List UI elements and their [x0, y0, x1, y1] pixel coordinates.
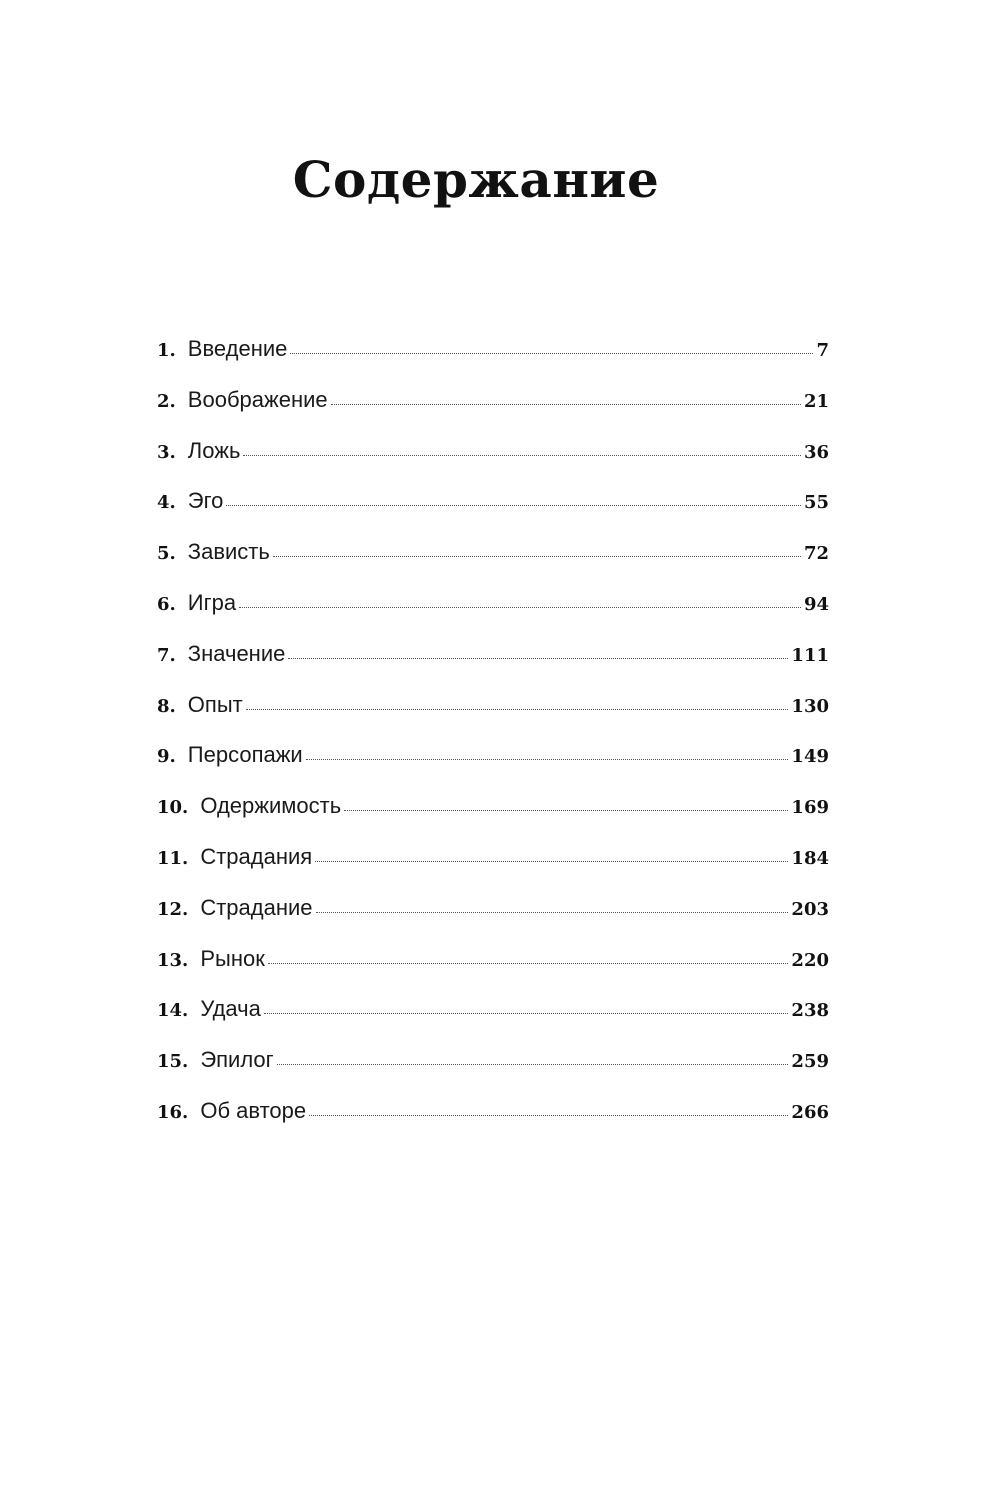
- entry-page-number: 94: [803, 593, 829, 615]
- dot-leader: [306, 758, 789, 760]
- toc-entry-15: [157, 1047, 829, 1098]
- entry-number: 5.: [157, 543, 176, 565]
- dot-leader: [268, 962, 789, 964]
- toc-entry-9: [157, 742, 829, 793]
- entry-page-number: 21: [803, 390, 829, 412]
- entry-number: 12.: [157, 898, 189, 920]
- entry-page-number: 55: [803, 492, 829, 514]
- entry-page-number: 238: [791, 1000, 829, 1022]
- toc-entry-14: [157, 996, 829, 1047]
- entry-number: 13.: [157, 949, 189, 971]
- toc-entry-4: [157, 488, 829, 539]
- toc-entry-12: [157, 895, 829, 946]
- entry-number: 15.: [157, 1051, 189, 1073]
- dot-leader: [331, 403, 801, 405]
- dot-leader: [309, 1114, 788, 1116]
- entry-number: 16.: [157, 1101, 189, 1123]
- entry-number: 3.: [157, 441, 176, 463]
- toc-entry-1: [157, 336, 829, 387]
- entry-title: Введение: [187, 336, 288, 361]
- entry-title: Игра: [187, 589, 237, 615]
- entry-page-number: 169: [791, 797, 829, 819]
- entry-title: Воображение: [187, 386, 328, 412]
- entry-title: Ложь: [187, 437, 241, 463]
- entry-number: 10.: [157, 797, 189, 819]
- entry-title: Значение: [187, 640, 286, 666]
- toc-entry-5: [157, 539, 829, 590]
- entry-title: Об авторе: [200, 1097, 307, 1123]
- entry-title: Удача: [200, 996, 261, 1022]
- entry-page-number: 259: [791, 1051, 829, 1073]
- entry-page-number: 203: [791, 898, 829, 920]
- entry-title: Эго: [187, 488, 224, 514]
- toc-entry-10: [157, 793, 829, 844]
- dot-leader: [315, 860, 788, 862]
- entry-number: 11.: [157, 847, 189, 869]
- entry-page-number: 220: [791, 949, 829, 971]
- entry-number: 9.: [157, 746, 176, 768]
- entry-page-number: 72: [803, 543, 829, 565]
- entry-title: Страдания: [200, 843, 313, 869]
- dot-leader: [246, 708, 789, 710]
- toc-entry-13: [157, 946, 829, 997]
- dot-leader: [243, 454, 801, 456]
- dot-leader: [239, 606, 801, 608]
- entry-title: Персопажи: [187, 742, 303, 768]
- page-title: Содержание: [292, 150, 660, 209]
- dot-leader: [316, 911, 789, 913]
- entry-title: Опыт: [187, 691, 243, 717]
- dot-leader: [277, 1063, 789, 1065]
- entry-number: 7.: [157, 644, 176, 666]
- entry-number: 1.: [157, 340, 176, 361]
- entry-number: 2.: [157, 390, 176, 412]
- entry-number: 4.: [157, 492, 176, 514]
- table-of-contents: [157, 336, 829, 1149]
- entry-page-number: 130: [791, 695, 829, 717]
- entry-number: 8.: [157, 695, 176, 717]
- entry-page-number: 149: [791, 746, 829, 768]
- toc-entry-6: [157, 590, 829, 641]
- entry-page-number: 7: [816, 340, 829, 361]
- entry-title: Эпилог: [200, 1047, 274, 1073]
- toc-entry-8: [157, 692, 829, 743]
- toc-entry-11: [157, 844, 829, 895]
- toc-entry-16: [157, 1098, 829, 1149]
- entry-title: Одержимость: [200, 793, 342, 819]
- dot-leader: [344, 809, 788, 811]
- entry-number: 6.: [157, 593, 176, 615]
- entry-page-number: 266: [791, 1101, 829, 1123]
- dot-leader: [273, 555, 801, 557]
- entry-page-number: 184: [791, 847, 829, 869]
- dot-leader: [226, 504, 801, 506]
- dot-leader: [264, 1012, 789, 1014]
- dot-leader: [290, 352, 813, 354]
- entry-title: Зависть: [187, 539, 270, 565]
- toc-entry-7: [157, 641, 829, 692]
- entry-number: 14.: [157, 1000, 189, 1022]
- entry-title: Страдание: [200, 894, 313, 920]
- entry-page-number: 111: [791, 644, 829, 666]
- dot-leader: [288, 657, 788, 659]
- entry-title: Рынок: [200, 945, 265, 971]
- toc-entry-3: [157, 438, 829, 489]
- toc-entry-2: [157, 387, 829, 438]
- entry-page-number: 36: [803, 441, 829, 463]
